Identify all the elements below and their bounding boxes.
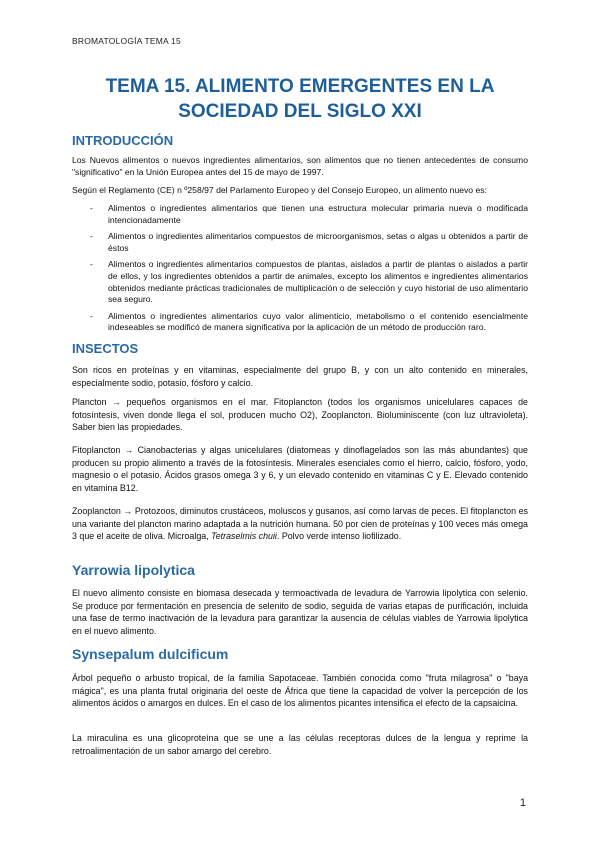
running-header: BROMATOLOGÍA TEMA 15 [72,36,181,46]
list-item-text: Alimentos o ingredientes alimentarios compuestos de microorganismos, setas o algas u obtenidos a partir de éstos [108,231,528,253]
yarrowia-heading: Yarrowia lipolytica [72,562,195,578]
page-number: 1 [519,797,526,809]
dash-bullet: - [90,310,93,321]
list-item [72,311,528,334]
page-title [72,74,528,124]
dash-bullet: - [90,203,93,213]
zooplancton-paragraph [72,505,528,543]
title-line-1: TEMA 15. ALIMENTO EMERGENTES EN LA [105,76,495,97]
zooplancton-text-a: Zooplancton → Protozoos, diminutos crustáceos, moluscos y gusanos, así como larvas de peces. El fitoplancton es una variante del plancton marino adaptada a la nutrición humana. 50 por cien de proteínas y 100 veces más omega 3 que el aceite de oliva. Microalga, [72,506,528,542]
intro-paragraph-1: Los Nuevos alimentos o nuevos ingredientes alimentarios, son alimentos que no tienen antecedentes de consumo "significativo" en la Unión Europea antes del 15 de mayo de 1997. [72,155,528,177]
list-item-text: Alimentos o ingredientes alimentarios compuestos de plantas, aislados a partir de plantas o aislados a partir de ellos, y los ingredientes obtenidos a partir de animales, excepto los alimentos e ingredientes alimentarios obtenidos mediante prácticas tradicionales de multiplicación o de selección y cuyo historial de uso alimentario sea seguro. [108,259,528,305]
list-item [72,231,528,254]
title-line-2: SOCIEDAD DEL SIGLO XXI [178,101,422,122]
new-food-criteria-list [72,203,528,339]
plancton-paragraph: Plancton → pequeños organismos en el mar. Fitoplancton (todos los organismos unicelulares capaces de fotosíntesis, viven donde llega el sol, producen mucho O2), Zooplancton. Bioluminiscente (con luz ultravioleta). Saber bien las propiedades. [72,397,528,433]
species-name: Tetraselmis chuii [211,531,277,542]
zooplancton-text-b: . Polvo verde intenso liofilizado. [276,531,402,542]
synsepalum-paragraph-1: Árbol pequeño o arbusto tropical, de la familia Sapotaceae. También conocida como "fruta milagrosa" o "baya mágica", es una planta frutal originaria del oeste de África que tiene la capacidad de volver la percepción de los alimentos ácidos o amargos en dulces. En el caso de los alimentos picantes intensifica el efecto de la capsaicina. [72,673,528,709]
synsepalum-paragraph-2: La miraculina es una glicoproteína que se une a las células receptoras dulces de la lengua y reprime la retroalimentación de un sabor amargo del cerebro. [72,733,528,756]
list-item [72,259,528,305]
list-item-text: Alimentos o ingredientes alimentarios cuyo valor alimenticio, metabolismo o el contenido esencialmente indeseables se modificó de manera significativa por la aplicación de un método de producción raro. [108,310,528,333]
insectos-paragraph-1: Son ricos en proteínas y en vitaminas, especialmente del grupo B, y con un alto contenido en minerales, especialmente sodio, potasio, fósforo y calcio. [72,365,528,388]
synsepalum-heading: Synsepalum dulcificum [72,646,229,662]
list-item-text: Alimentos o ingredientes alimentarios que tienen una estructura molecular primaria nueva o modificada intencionadamente [108,203,528,225]
dash-bullet: - [90,259,93,270]
list-item [72,203,528,226]
fitoplancton-paragraph: Fitoplancton → Cianobacterias y algas unicelulares (diatomeas y dinoflagelados son las más abundantes) que producen su propio alimento a través de la fotosíntesis. Minerales esenciales como el hierro, calcio, fósforo, yodo, magnesio o el potasio. Ácidos grasos omega 3 y 6, y un elevado contenido en vitaminas C y E. Elevado contenido en vitamina B12. [72,445,528,493]
dash-bullet: - [90,231,93,242]
intro-paragraph-2: Según el Reglamento (CE) n º258/97 del Parlamento Europeo y del Consejo Europeo, un alimento nuevo es: [72,185,487,195]
insectos-heading: INSECTOS [72,341,139,356]
yarrowia-paragraph: El nuevo alimento consiste en biomasa desecada y termoactivada de levadura de Yarrowia lipolytica con selenio. Se produce por fermentación en presencia de selenito de sodio, seguida de varias etapas de purificación, incluida una fase de termo inactivación de la levadura para garantizar la ausencia de células viables de Yarrowia lipolytica en el nuevo alimento. [72,588,528,636]
intro-heading: INTRODUCCIÓN [72,133,174,148]
